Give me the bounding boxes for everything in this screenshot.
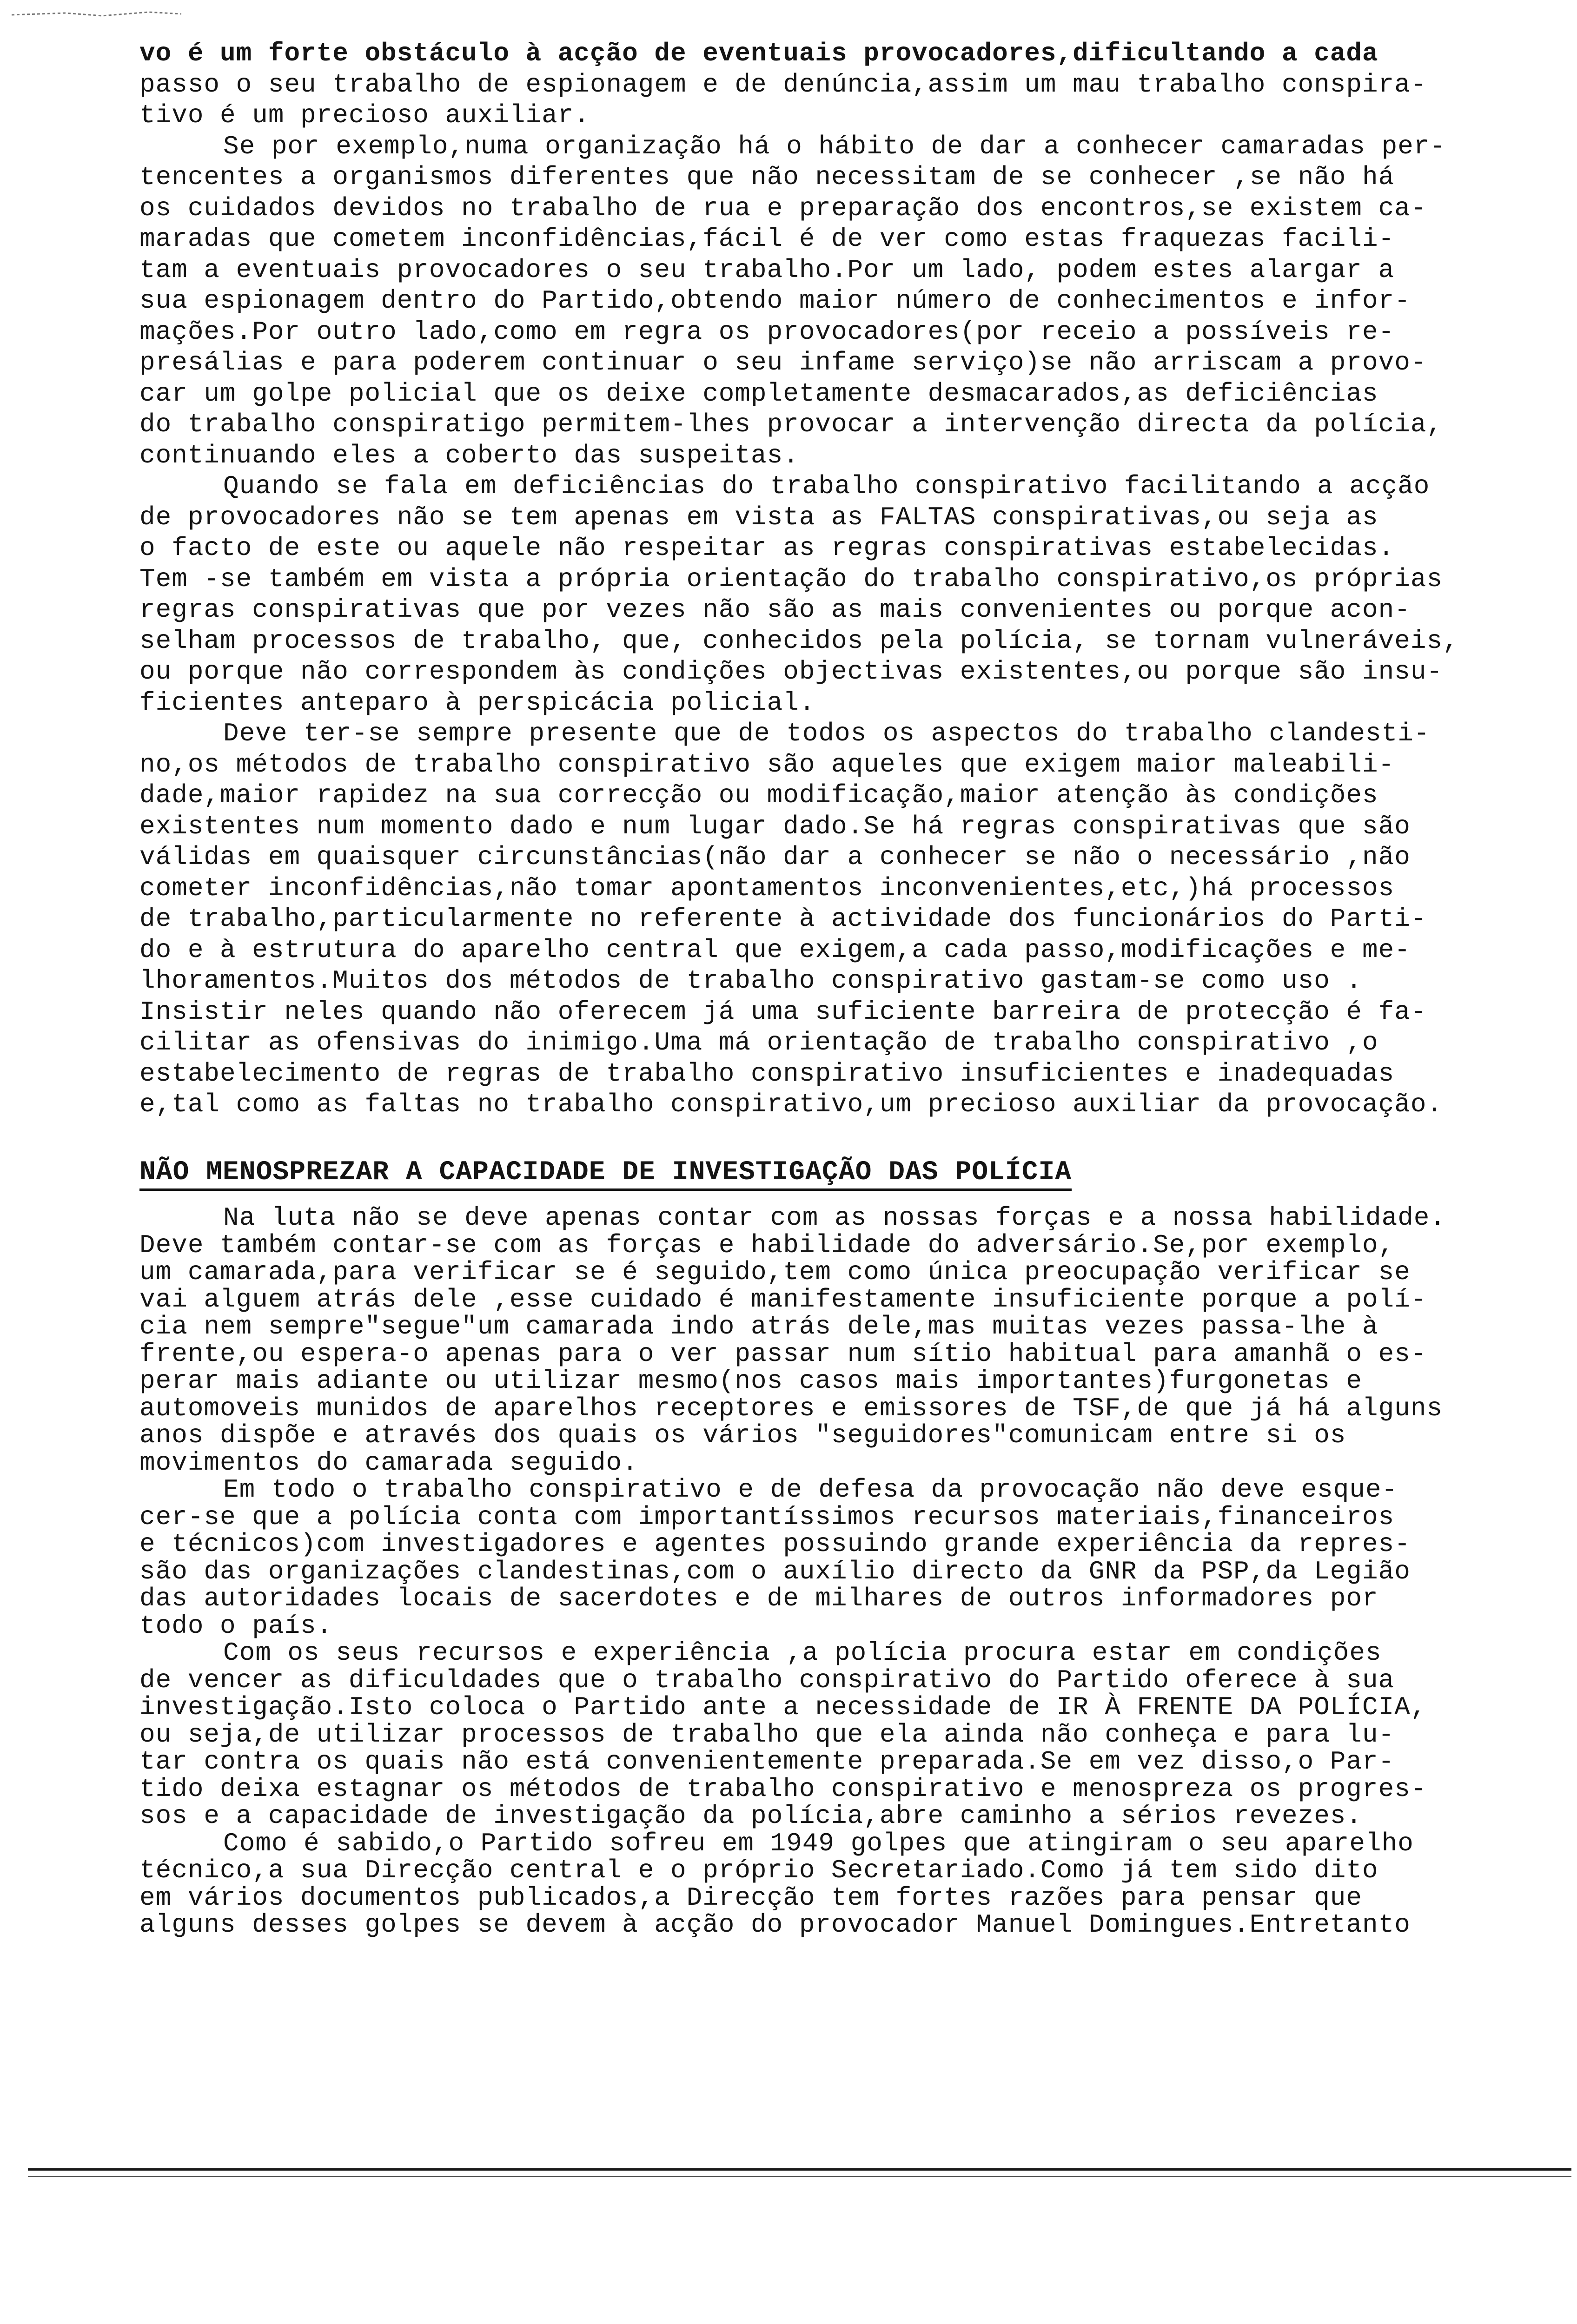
text-line: tivo é um precioso auxiliar. <box>139 100 590 130</box>
text-line: Deve também contar-se com as forças e habilidade do adversário.Se,por exemplo, <box>139 1230 1395 1260</box>
text-line: mações.Por outro lado,como em regra os provocadores(por receio a possíveis re- <box>139 317 1395 347</box>
text-line: ou seja,de utilizar processos de trabalho que ela ainda não conheça e para lu- <box>139 1719 1395 1750</box>
text-line: de provocadores não se tem apenas em vista as FALTAS conspirativas,ou seja as <box>139 502 1378 532</box>
text-line: sos e a capacidade de investigação da polícia,abre caminho a sérios revezes. <box>139 1801 1363 1831</box>
text-line: cer-se que a polícia conta com importantíssimos recursos materiais,financeiros <box>139 1502 1395 1532</box>
text-line: selham processos de trabalho, que, conhecidos pela polícia, se tornam vulneráveis, <box>139 626 1459 656</box>
text-line: Deve ter-se sempre presente que de todos os aspectos do trabalho clandesti- <box>223 719 1430 748</box>
text-line: das autoridades locais de sacerdotes e de milhares de outros informadores por <box>139 1584 1378 1613</box>
text-line: um camarada,para verificar se é seguido,tem como única preocupação verificar se <box>139 1257 1411 1287</box>
text-line: e técnicos)com investigadores e agentes possuindo grande experiência da repres- <box>139 1529 1411 1559</box>
text-line: Com os seus recursos e experiência ,a polícia procura estar em condições <box>223 1638 1382 1668</box>
text-line: do trabalho conspiratigo permitem-lhes provocar a intervenção directa da polícia, <box>139 409 1443 439</box>
section-heading: NÃO MENOSPREZAR A CAPACIDADE DE INVESTIGAÇÃO DAS POLÍCIA <box>139 1157 1072 1191</box>
text-line: todo o país. <box>139 1611 333 1641</box>
text-line: no,os métodos de trabalho conspirativo são aqueles que exigem maior maleabili- <box>139 749 1395 779</box>
text-line: investigação.Isto coloca o Partido ante a necessidade de IR À FRENTE DA POLÍCIA, <box>139 1692 1427 1722</box>
text-line: ficientes anteparo à perspicácia policial. <box>139 687 815 718</box>
text-line: em vários documentos publicados,a Direcção tem fortes razões para pensar que <box>139 1882 1363 1913</box>
text-line: movimentos do camarada seguido. <box>139 1447 638 1478</box>
text-line: do e à estrutura do aparelho central que exigem,a cada passo,modificações e me- <box>139 935 1411 965</box>
text-line: tido deixa estagnar os métodos de trabalho conspirativo e menospreza os progres- <box>139 1774 1427 1804</box>
text-line: cometer inconfidências,não tomar apontamentos inconvenientes,etc,)há processos <box>139 873 1395 903</box>
text-line: dade,maior rapidez na sua correcção ou modificação,maior atenção às condições <box>139 780 1378 810</box>
text-line: vo é um forte obstáculo à acção de eventuais provocadores,dificultando a cada <box>139 39 1378 68</box>
text-line: perar mais adiante ou utilizar mesmo(nos casos mais importantes)furgonetas e <box>139 1366 1363 1396</box>
text-line: e,tal como as faltas no trabalho conspirativo,um precioso auxiliar da provocação. <box>139 1089 1443 1119</box>
text-line: alguns desses golpes se devem à acção do provocador Manuel Domingues.Entretanto <box>139 1910 1411 1940</box>
text-line: car um golpe policial que os deixe completamente desmacarados,as deficiências <box>139 378 1378 409</box>
text-line: os cuidados devidos no trabalho de rua e preparação dos encontros,se existem ca- <box>139 193 1427 223</box>
scan-smudge <box>9 9 186 23</box>
text-line: de trabalho,particularmente no referente à actividade dos funcionários do Parti- <box>139 904 1427 934</box>
text-line: frente,ou espera-o apenas para o ver passar num sítio habitual para amanhã o es- <box>139 1339 1427 1369</box>
text-line: maradas que cometem inconfidências,fácil é de ver como estas fraquezas facili- <box>139 224 1395 254</box>
text-line: vai alguem atrás dele ,esse cuidado é manifestamente insuficiente porque a polí- <box>139 1284 1427 1314</box>
text-line: tam a eventuais provocadores o seu trabalho.Por um lado, podem estes alargar a <box>139 255 1395 285</box>
text-line: cilitar as ofensivas do inimigo.Uma má orientação de trabalho conspirativo ,o <box>139 1028 1378 1057</box>
text-line: passo o seu trabalho de espionagem e de denúncia,assim um mau trabalho conspira- <box>139 69 1427 99</box>
text-line: tar contra os quais não está convenientemente preparada.Se em vez disso,o Par- <box>139 1747 1395 1776</box>
text-line: Tem -se também em vista a própria orientação do trabalho conspirativo,os próprias <box>139 564 1443 594</box>
page-divider <box>28 2168 1571 2171</box>
text-line: automoveis munidos de aparelhos receptores e emissores de TSF,de que já há alguns <box>139 1393 1443 1423</box>
text-line: cia nem sempre"segue"um camarada indo atrás dele,mas muitas vezes passa-lhe à <box>139 1312 1378 1341</box>
text-line: Como é sabido,o Partido sofreu em 1949 golpes que atingiram o seu aparelho <box>223 1828 1414 1858</box>
text-line: o facto de este ou aquele não respeitar as regras conspirativas estabelecidas. <box>139 533 1395 563</box>
text-line: Em todo o trabalho conspirativo e de defesa da provocação não deve esque- <box>223 1475 1398 1505</box>
text-line: anos dispõe e através dos quais os vários "seguidores"comunicam entre si os <box>139 1420 1346 1450</box>
text-line: presálias e para poderem continuar o seu infame serviço)se não arriscam a provo- <box>139 348 1427 377</box>
text-line: regras conspirativas que por vezes não são as mais convenientes ou porque acon- <box>139 595 1411 625</box>
text-line: Na luta não se deve apenas contar com as nossas forças e a nossa habilidade. <box>223 1203 1446 1233</box>
text-line: continuando eles a coberto das suspeitas. <box>139 440 799 470</box>
text-line: Insistir neles quando não oferecem já uma suficiente barreira de protecção é fa- <box>139 997 1427 1027</box>
text-line: sua espionagem dentro do Partido,obtendo maior número de conhecimentos e infor- <box>139 286 1411 316</box>
page-divider-thin <box>28 2176 1571 2177</box>
text-line: de vencer as dificuldades que o trabalho conspirativo do Partido oferece à sua <box>139 1665 1395 1695</box>
text-line: ou porque não correspondem às condições objectivas existentes,ou porque são insu- <box>139 657 1443 687</box>
text-line: Quando se fala em deficiências do trabalho conspirativo facilitando a acção <box>223 471 1430 501</box>
text-line: tencentes a organismos diferentes que não necessitam de se conhecer ,se não há <box>139 162 1395 192</box>
text-line: estabelecimento de regras de trabalho conspirativo insuficientes e inadequadas <box>139 1058 1395 1089</box>
text-line: existentes num momento dado e num lugar dado.Se há regras conspirativas que são <box>139 811 1411 841</box>
text-line: são das organizações clandestinas,com o auxílio directo da GNR da PSP,da Legião <box>139 1556 1411 1586</box>
text-line: Se por exemplo,numa organização há o hábito de dar a conhecer camaradas per- <box>223 131 1446 161</box>
text-line: válidas em quaisquer circunstâncias(não dar a conhecer se não o necessário ,não <box>139 842 1411 872</box>
text-line: lhoramentos.Muitos dos métodos de trabalho conspirativo gastam-se como uso . <box>139 966 1363 996</box>
text-line: técnico,a sua Direcção central e o próprio Secretariado.Como já tem sido dito <box>139 1855 1378 1885</box>
